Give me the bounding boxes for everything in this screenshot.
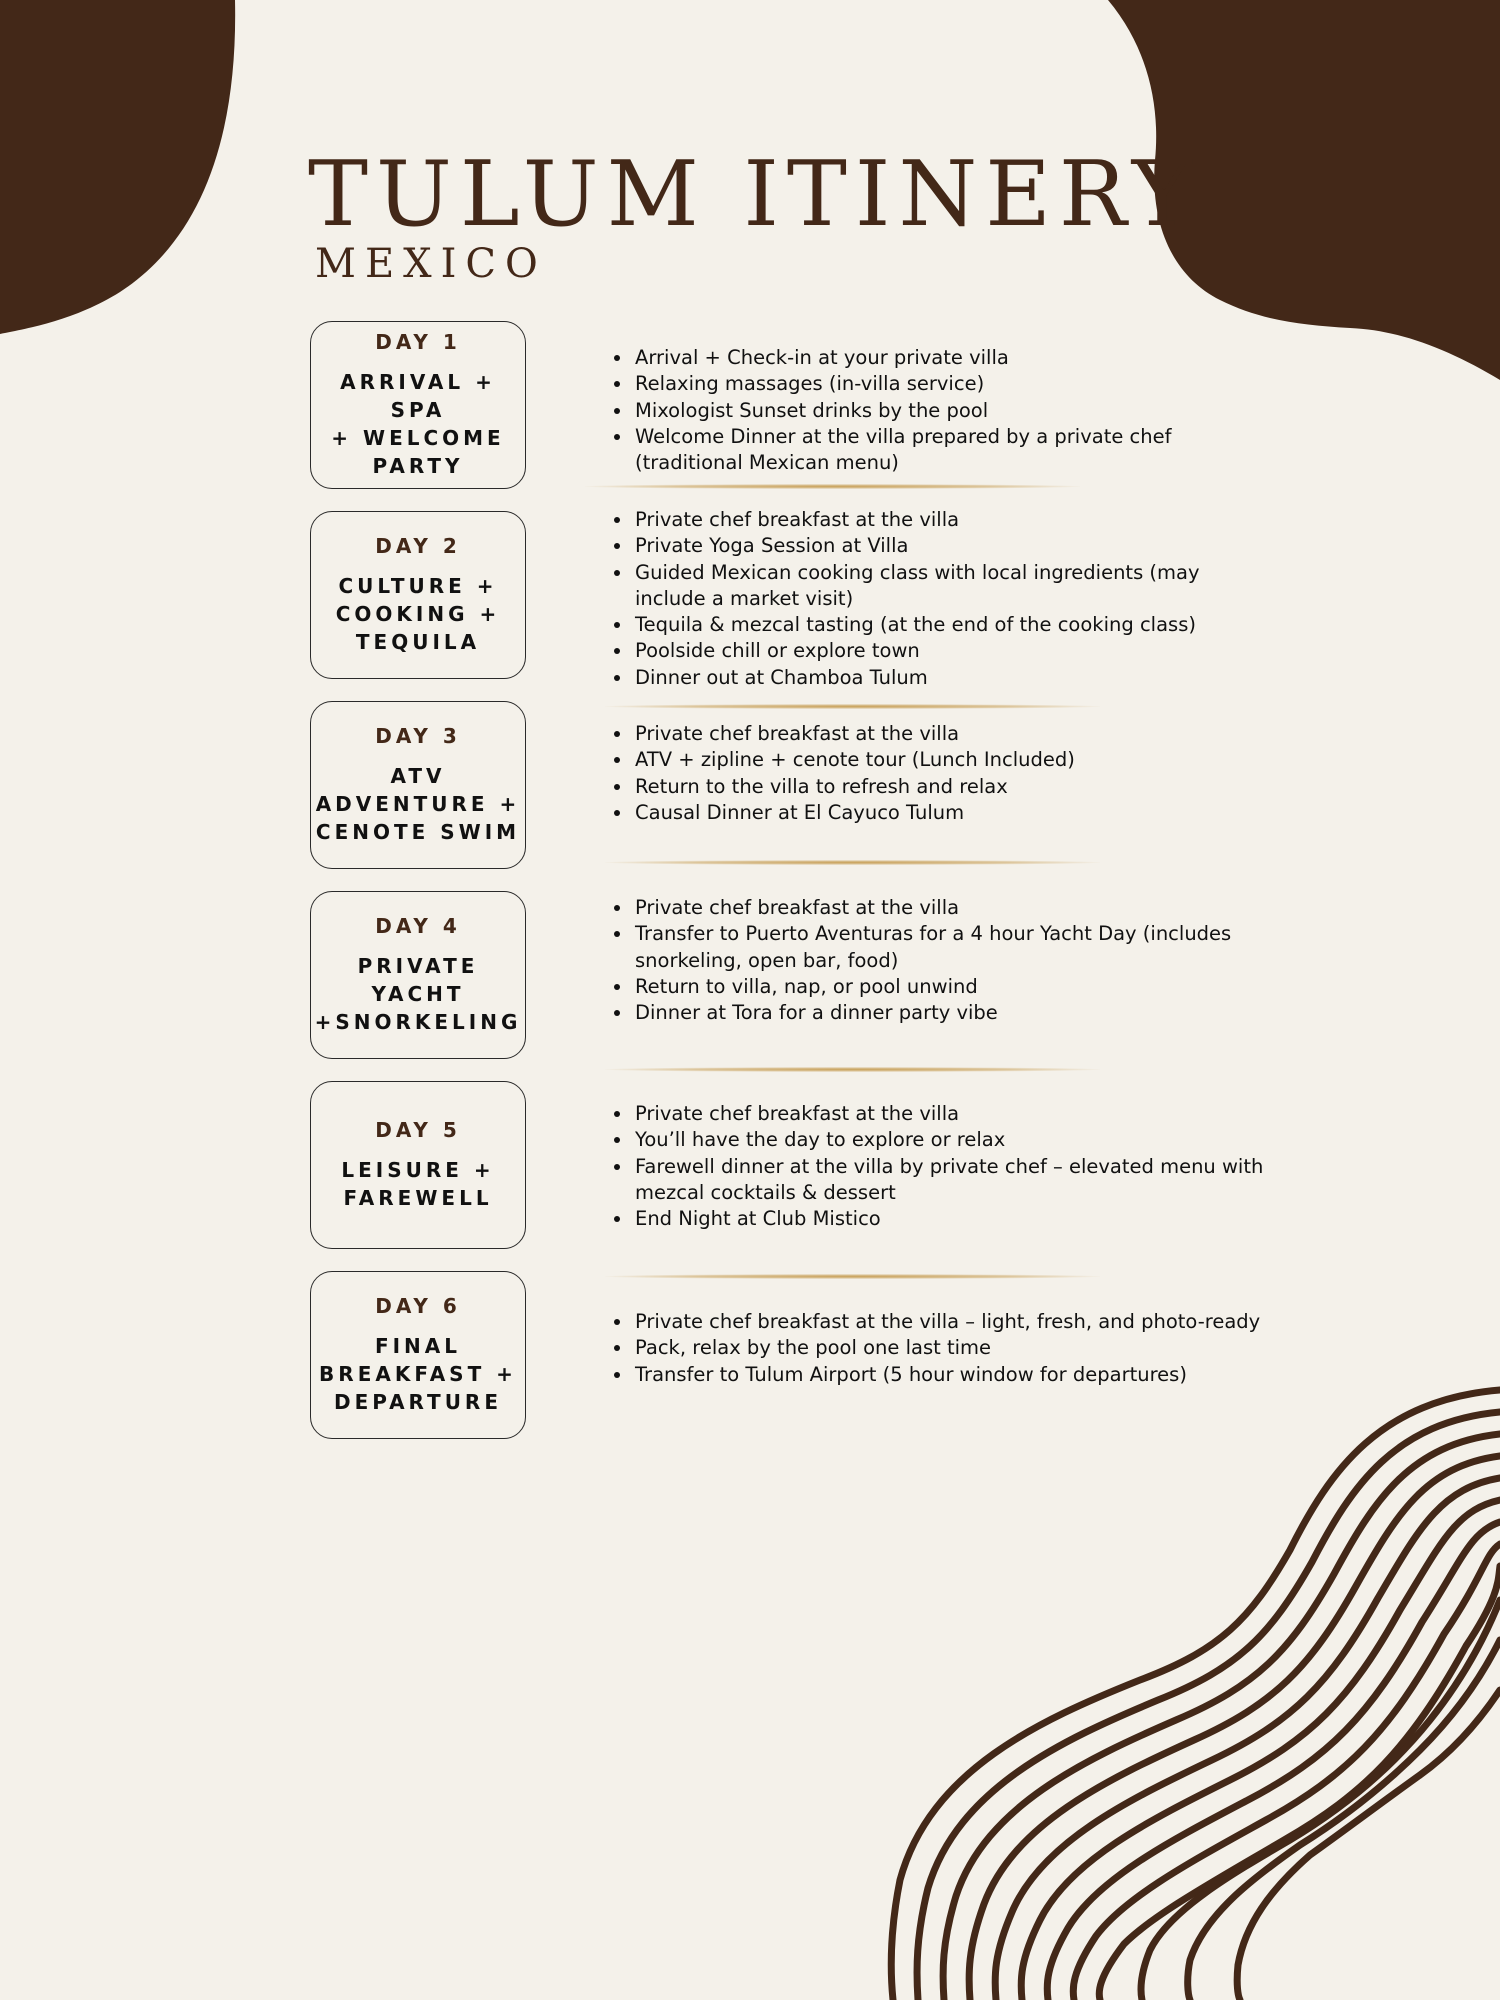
section-divider (605, 1274, 1100, 1279)
day-4-card (310, 891, 526, 1059)
activity-item: • Poolside chill or explore town (633, 638, 1273, 664)
day-label: DAY 1 (375, 330, 461, 354)
activity-item: • Dinner at Tora for a dinner party vibe (633, 1000, 1273, 1026)
day-label: DAY 6 (375, 1294, 461, 1318)
day-2-card (310, 511, 526, 679)
day-label: DAY 5 (375, 1118, 461, 1142)
activity-item: • Guided Mexican cooking class with local ingredients (may include a market visit) (633, 560, 1273, 613)
activity-item: • Pack, relax by the pool one last time (633, 1335, 1273, 1361)
section-divider (605, 704, 1100, 709)
activity-item: • Farewell dinner at the villa by private chef – elevated menu with mezcal cocktails & dessert (633, 1154, 1273, 1207)
activity-item: • Private chef breakfast at the villa (633, 1101, 1273, 1127)
day-1-card (310, 321, 526, 489)
activity-item: • Private chef breakfast at the villa (633, 507, 1273, 533)
section-divider (605, 1067, 1100, 1072)
page-subtitle: MEXICO (315, 241, 547, 287)
day-title: PRIVATE YACHT +SNORKELING (314, 954, 522, 1034)
activity-item: • Private chef breakfast at the villa (633, 721, 1273, 747)
section-divider (585, 484, 1080, 489)
activity-item: • You’ll have the day to explore or relax (633, 1127, 1273, 1153)
activity-item: • Mixologist Sunset drinks by the pool (633, 398, 1273, 424)
activity-item: • Transfer to Tulum Airport (5 hour window for departures) (633, 1362, 1273, 1388)
day-3-activities (603, 721, 1273, 826)
day-label: DAY 2 (375, 534, 461, 558)
activity-item: • Private chef breakfast at the villa (633, 895, 1273, 921)
day-6-card (310, 1271, 526, 1439)
day-1-activities (603, 345, 1273, 476)
section-divider (605, 860, 1100, 865)
day-3-card (310, 701, 526, 869)
top-left-blob (0, 0, 235, 334)
day-title: ARRIVAL + SPA + WELCOME PARTY (331, 370, 505, 478)
activity-item: • Tequila & mezcal tasting (at the end of the cooking class) (633, 612, 1273, 638)
activity-item: • Dinner out at Chamboa Tulum (633, 665, 1273, 691)
day-5-card (310, 1081, 526, 1249)
activity-item: • End Night at Club Mistico (633, 1206, 1273, 1232)
page-title: TULUM ITINERY (308, 142, 1200, 247)
activity-item: • Welcome Dinner at the villa prepared by a private chef (traditional Mexican menu) (633, 424, 1273, 477)
day-label: DAY 3 (375, 724, 461, 748)
activity-item: • ATV + zipline + cenote tour (Lunch Included) (633, 747, 1273, 773)
day-title: ATV ADVENTURE + CENOTE SWIM (315, 764, 521, 844)
activity-item: • Relaxing massages (in-villa service) (633, 371, 1273, 397)
activity-item: • Return to the villa to refresh and relax (633, 774, 1273, 800)
day-title: CULTURE + COOKING + TEQUILA (335, 574, 501, 654)
day-2-activities (603, 507, 1273, 691)
day-5-activities (603, 1101, 1273, 1232)
activity-item: • Causal Dinner at El Cayuco Tulum (633, 800, 1273, 826)
day-4-activities (603, 895, 1273, 1026)
activity-item: • Private Yoga Session at Villa (633, 533, 1273, 559)
activity-item: • Arrival + Check-in at your private villa (633, 345, 1273, 371)
day-6-activities (603, 1309, 1273, 1388)
day-title: LEISURE + FAREWELL (341, 1158, 495, 1210)
day-label: DAY 4 (375, 914, 461, 938)
concentric-wave-lines (891, 1390, 1500, 2000)
activity-item: • Private chef breakfast at the villa – light, fresh, and photo-ready (633, 1309, 1273, 1335)
activity-item: • Transfer to Puerto Aventuras for a 4 hour Yacht Day (includes snorkeling, open bar, food) (633, 921, 1273, 974)
day-title: FINAL BREAKFAST + DEPARTURE (319, 1334, 517, 1414)
activity-item: • Return to villa, nap, or pool unwind (633, 974, 1273, 1000)
